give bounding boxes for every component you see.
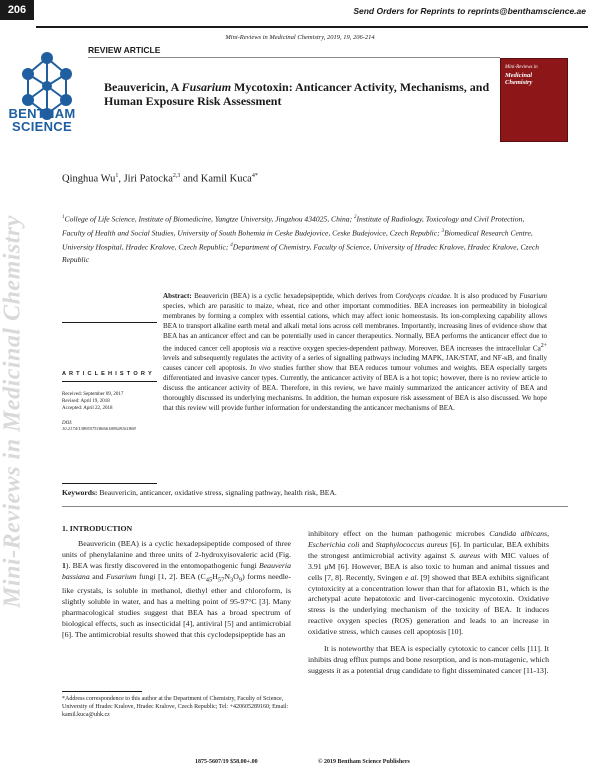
abstract-label: Abstract: (163, 292, 192, 300)
doi-link[interactable]: 10.2174/1389557518666180928161808 (62, 426, 136, 431)
logo-word-bentham: BENTHAM (8, 106, 76, 121)
doi-label: DOI: (62, 421, 73, 426)
body-italic: Escherichia coli (308, 539, 360, 549)
logo-word-science: SCIENCE (12, 119, 72, 134)
affiliation-sup: 2 (354, 215, 357, 220)
formula-subscript: 9 (238, 576, 243, 584)
body-text: and (359, 539, 376, 549)
abstract-text: Beauvericin (BEA) is a cyclic hexadepsipeptide, which derives from (191, 292, 396, 300)
formula-subscript: 45 (205, 576, 213, 584)
intro-paragraph-2: It is noteworthy that BEA is especially cytotoxic to cancer cells [11]. It inhibits drug efflux pumps and bone resorption, and is non-mutagenic, which suggests it as a potential drug candidate to fight disseminated cancer [11-13]. (308, 644, 549, 675)
body-text: [6]. In particular, BEA exhibits the strongest antimicrobial activity against (308, 539, 549, 560)
title-part-1: Beauvericin, A (104, 80, 182, 94)
affiliations (62, 212, 547, 267)
journal-citation-line: Mini-Reviews in Medicinal Chemistry, 2019, 19, 206-214 (225, 34, 375, 41)
body-text: H (212, 571, 218, 581)
body-text: Beauvericin (BEA) is a cyclic hexadepsipeptide composed of three units of phenylalanine and three units of 2-hydroxyisovaleric acid (Fig. (62, 538, 291, 559)
author-2-sup: 2,3 (172, 173, 181, 179)
cover-line-2: Medicinal (505, 72, 533, 79)
formula-subscript: 3 (229, 576, 234, 584)
body-italic: Beauveria bassiana (62, 560, 291, 581)
abstract-text: . It is also produced by (449, 292, 520, 300)
body-text: fungi [1, 2]. BEA (C (136, 571, 206, 581)
history-accepted: Accepted: April 22, 2018 (62, 406, 113, 411)
history-received: Received: September 09, 2017 (62, 392, 124, 397)
article-type-label: REVIEW ARTICLE (88, 45, 161, 55)
author-3: and Kamil Kuca (180, 173, 252, 185)
intro-paragraph-1-continued (308, 529, 549, 638)
affiliation-text: Institute of Radiology, Toxicology and Civil Protection, Faculty of Health and Social Studies, University of South Bohemia in Ceske Budejovice, Ceske Budejovice, Czech Republic; (62, 214, 525, 238)
abstract-text: studies further show that BEA reduces tumour volumes and weights. BEA especially targets differentiated and invasive cancer types. Currently, the anticancer activity of BEA is a hot topic; however, there is no review article to discuss the anticancer activity of BEA. Therefore, in this review, we have mainly summarized the anticancer activity of BEA and thoroughly discussed its underlying mechanisms. In addition, the human exposure risk assessment of BEA is also discussed. We hope that this review will provide further information for understanding the anticancer mechanisms of BEA. (163, 364, 547, 412)
history-rule-top (62, 322, 157, 323)
body-text: ) forms needle-like crystals, is soluble in methanol, diethyl ether and chloroform, is slightly soluble in water, and has a melting point of 95-97°C [3]. Many pharmacological studies suggest that BEA has a broad spectrum of biological effects, such as insecticidal [4], antiviral [5] and antimicrobial [6]. The antimicrobial results showed that this cyclodepsipeptide has an (62, 571, 291, 639)
author-1-sup: 1 (115, 173, 119, 179)
formula-subscript: 57 (217, 576, 225, 584)
body-text: , (547, 529, 550, 538)
author-2: , Jiri Patocka (118, 173, 173, 185)
keywords-label: Keywords: (62, 488, 98, 497)
body-italic: Candida albicans (489, 529, 548, 538)
abstract-sup: 2+ (540, 342, 548, 349)
footer-copyright: © 2019 Bentham Science Publishers (318, 759, 410, 765)
cover-line-3: Chemistry (505, 79, 533, 86)
header-rule (36, 26, 588, 28)
section-heading-introduction: 1. INTRODUCTION (62, 524, 133, 533)
abstract-italic: Fusarium (519, 292, 547, 300)
keywords-rule (62, 506, 568, 507)
abstract (163, 292, 547, 414)
title-rule (88, 57, 500, 58)
body-column-left (62, 524, 291, 641)
side-watermark: Mini-Reviews in Medicinal Chemistry (0, 215, 26, 608)
affiliation-sup: 3 (441, 229, 445, 235)
affiliation-text: Biomedical Research Centre, University Hospital, Hradec Kralove, Czech Republic; (62, 228, 533, 252)
correspondence-footnote: *Address correspondence to this author at the Department of Chemistry, Faculty of Science, University of Hradec Kralove, Hradec Kralove, Czech Republic; Tel: +420605289160; Email: kamil.kuca@uhk.cz (62, 696, 289, 718)
history-rule-mid (62, 381, 157, 382)
body-text: with MIC values of 3.91 μM [6]. However, BEA is also toxic to human and animal tissues and cells [7, 8]. Recently, Svingen (308, 550, 549, 582)
affiliation-text: College of Life Science, Institute of Biomedicine, Yangtze University, Jingzhou 434025, China; (64, 214, 355, 224)
title-part-2: Mycotoxin: Anticancer Activity, Mechanisms, and Human Exposure Risk Assessment (104, 80, 490, 108)
footnote-rule (62, 691, 142, 692)
footer-issn: 1875-5607/19 $58.00+.00 (195, 759, 258, 765)
body-text: O (233, 571, 239, 581)
abstract-italic: Cordyceps cicadae (395, 292, 450, 300)
affiliation-sup: 4 (230, 243, 233, 249)
author-list (62, 173, 258, 185)
abstract-italic: via (261, 344, 271, 353)
author-1: Qinghua Wu (62, 173, 116, 185)
cover-line-1: Mini-Reviews in (505, 65, 538, 70)
body-italic: Fusarium (106, 571, 137, 581)
reprints-note: Send Orders for Reprints to reprints@benthamscience.ae (353, 6, 586, 16)
affiliation-sup: 1 (62, 215, 65, 220)
abstract-text: levels and subsequently regulates the activity of a series of signalling pathways including MAPK, JAK/STAT, and NF-κB, and finally causes cancer cell apoptosis. (163, 354, 547, 373)
history-rule-bottom (62, 483, 157, 484)
history-revised: Revised: April 19, 2018 (62, 399, 110, 404)
affiliation-text: Department of Chemistry, Faculty of Science, University of Hradec Kralove, Hradec Kralove, Czech Republic (62, 242, 540, 265)
body-italic: S. aureus (449, 550, 481, 560)
figure-reference[interactable]: 1 (62, 560, 66, 570)
body-text: N (224, 571, 230, 581)
history-heading: A R T I C L E H I S T O R Y (62, 371, 153, 377)
keywords-text: Beauvericin, anticancer, oxidative stress, signaling pathway, health risk, BEA. (97, 488, 337, 497)
body-column-right (308, 529, 549, 677)
abstract-text: a reactive oxygen species-dependent pathway. Moreover, BEA increases the intracellular Ca (270, 344, 541, 353)
journal-cover-thumbnail (500, 58, 568, 142)
title-italic: Fusarium (181, 80, 232, 94)
body-text: and (89, 571, 107, 581)
keywords (62, 488, 337, 497)
abstract-text: species, which are parasitic to maize, wheat, rice and other important commodities. BEA increases ion permeability in biological membranes by forming a complex with essential cations, which may affect ionic homeostasis. Its ion-complexing capability allows BEA to transport alkaline earth metal and alkali metal ions across cell membranes. Importantly, increasing lines of evidence show that BEA has an anticancer effect and can be potentially used in cancer therapeutics. Normally, BEA performs the anticancer effect due to the induced cancer cell apoptosis (163, 301, 547, 353)
author-3-sup: 4* (251, 173, 258, 179)
intro-paragraph-1 (62, 539, 291, 641)
article-history-box (62, 322, 157, 431)
page-number: 206 (0, 0, 34, 20)
body-text: inhibitory effect on the human pathogenic microbes (308, 529, 490, 538)
abstract-italic: In vivo (250, 364, 271, 373)
body-italic: Staphylococcus aureus (375, 539, 448, 549)
body-text: [9] showed that BEA exhibits significant cytotoxicity at a concentration lower than that for aflatoxin B1, which is the archetypal acute hepatotoxic and liver-carcinogenic mycotoxin. Oxidative stress is the underlying mechanism of the toxicity of BEA. It induces reactive oxygen species (ROS) generation and leads to an increase in oxidative stress, which causes cell apoptosis [10]. (308, 572, 549, 637)
article-title (104, 80, 494, 108)
body-text: ). BEA was firstly discovered in the entomopathogenic fungi (65, 560, 259, 570)
body-italic: e al. (404, 572, 419, 582)
